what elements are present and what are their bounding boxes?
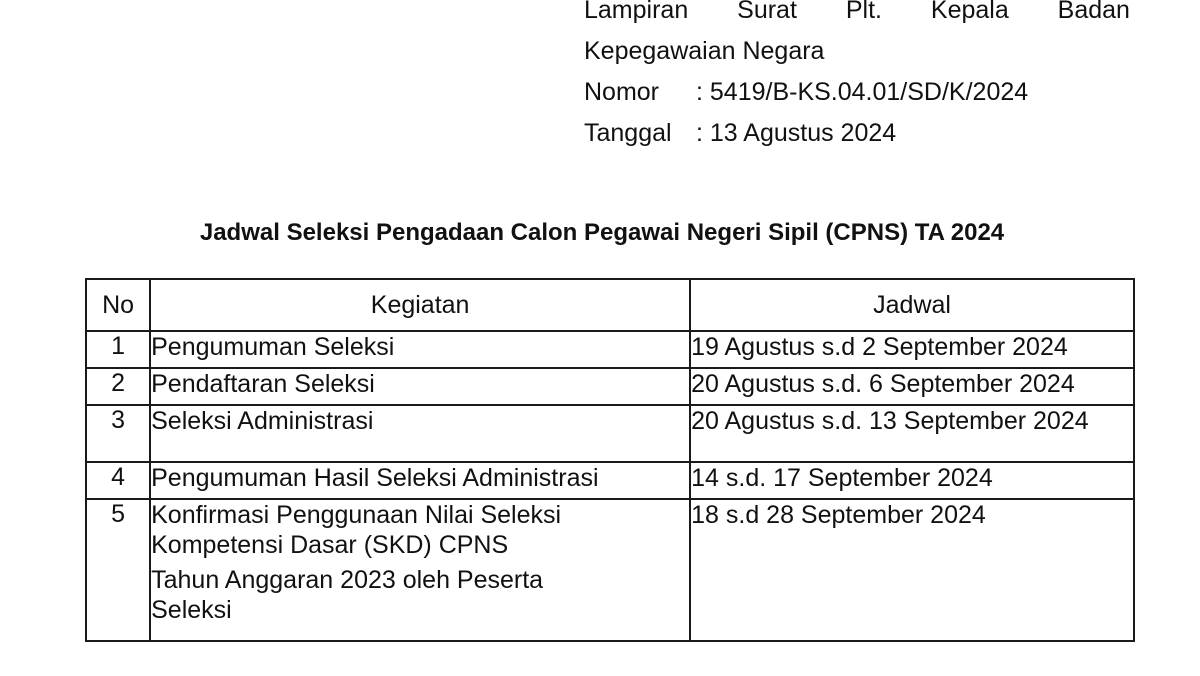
tanggal-value: : 13 Agustus 2024 xyxy=(696,119,897,147)
header-no: No xyxy=(86,279,150,331)
kegiatan-cell xyxy=(150,462,690,499)
tanggal-row xyxy=(584,113,1132,154)
schedule-table xyxy=(85,278,1135,642)
table-row xyxy=(86,462,1134,499)
attachment-word: Kepala xyxy=(930,0,1009,24)
table-header-row xyxy=(86,279,1134,331)
jadwal-cell: 18 s.d 28 September 2024 xyxy=(690,499,1134,641)
row-number: 1 xyxy=(86,331,150,368)
header-jadwal: Jadwal xyxy=(690,279,1134,331)
attachment-word: Lampiran xyxy=(584,0,689,24)
kegiatan-text: Seleksi xyxy=(151,596,232,624)
kegiatan-text: Pendaftaran Seleksi xyxy=(151,370,375,398)
nomor-value: : 5419/B-KS.04.01/SD/K/2024 xyxy=(696,78,1029,106)
kegiatan-text: Tahun Anggaran 2023 oleh Peserta xyxy=(151,566,544,594)
row-number: 4 xyxy=(86,462,150,499)
jadwal-cell: 14 s.d. 17 September 2024 xyxy=(690,462,1134,499)
attachment-word: Badan xyxy=(1057,0,1130,24)
tanggal-label: Tanggal xyxy=(584,119,672,147)
kegiatan-text: Pengumuman Seleksi xyxy=(151,333,395,361)
jadwal-cell: 20 Agustus s.d. 6 September 2024 xyxy=(690,368,1134,405)
row-number: 3 xyxy=(86,405,150,462)
kegiatan-text: Konfirmasi Penggunaan Nilai Seleksi xyxy=(151,501,562,529)
kegiatan-text: Pengumuman Hasil Seleksi Administrasi xyxy=(151,464,599,492)
attachment-word: Surat xyxy=(737,0,797,24)
row-number: 2 xyxy=(86,368,150,405)
jadwal-cell: 19 Agustus s.d 2 September 2024 xyxy=(690,331,1134,368)
row-number: 5 xyxy=(86,499,150,641)
attachment-line-2: Kepegawaian Negara xyxy=(584,37,825,65)
kegiatan-cell xyxy=(150,331,690,368)
attachment-word: Plt. xyxy=(845,0,882,24)
kegiatan-cell xyxy=(150,499,690,641)
table-row xyxy=(86,499,1134,641)
jadwal-cell: 20 Agustus s.d. 13 September 2024 xyxy=(690,405,1134,462)
header-kegiatan: Kegiatan xyxy=(150,279,690,331)
table-row xyxy=(86,368,1134,405)
nomor-row xyxy=(584,72,1132,113)
table-row xyxy=(86,331,1134,368)
document-title: Jadwal Seleksi Pengadaan Calon Pegawai Negeri Sipil (CPNS) TA 2024 xyxy=(199,219,1005,246)
kegiatan-cell xyxy=(150,368,690,405)
kegiatan-text: Seleksi Administrasi xyxy=(151,407,374,435)
letter-attachment-header xyxy=(584,0,1132,154)
nomor-label: Nomor xyxy=(584,78,660,106)
table-row xyxy=(86,405,1134,462)
attachment-line-1 xyxy=(584,0,1130,31)
kegiatan-cell xyxy=(150,405,690,462)
kegiatan-text: Kompetensi Dasar (SKD) CPNS xyxy=(151,531,509,559)
